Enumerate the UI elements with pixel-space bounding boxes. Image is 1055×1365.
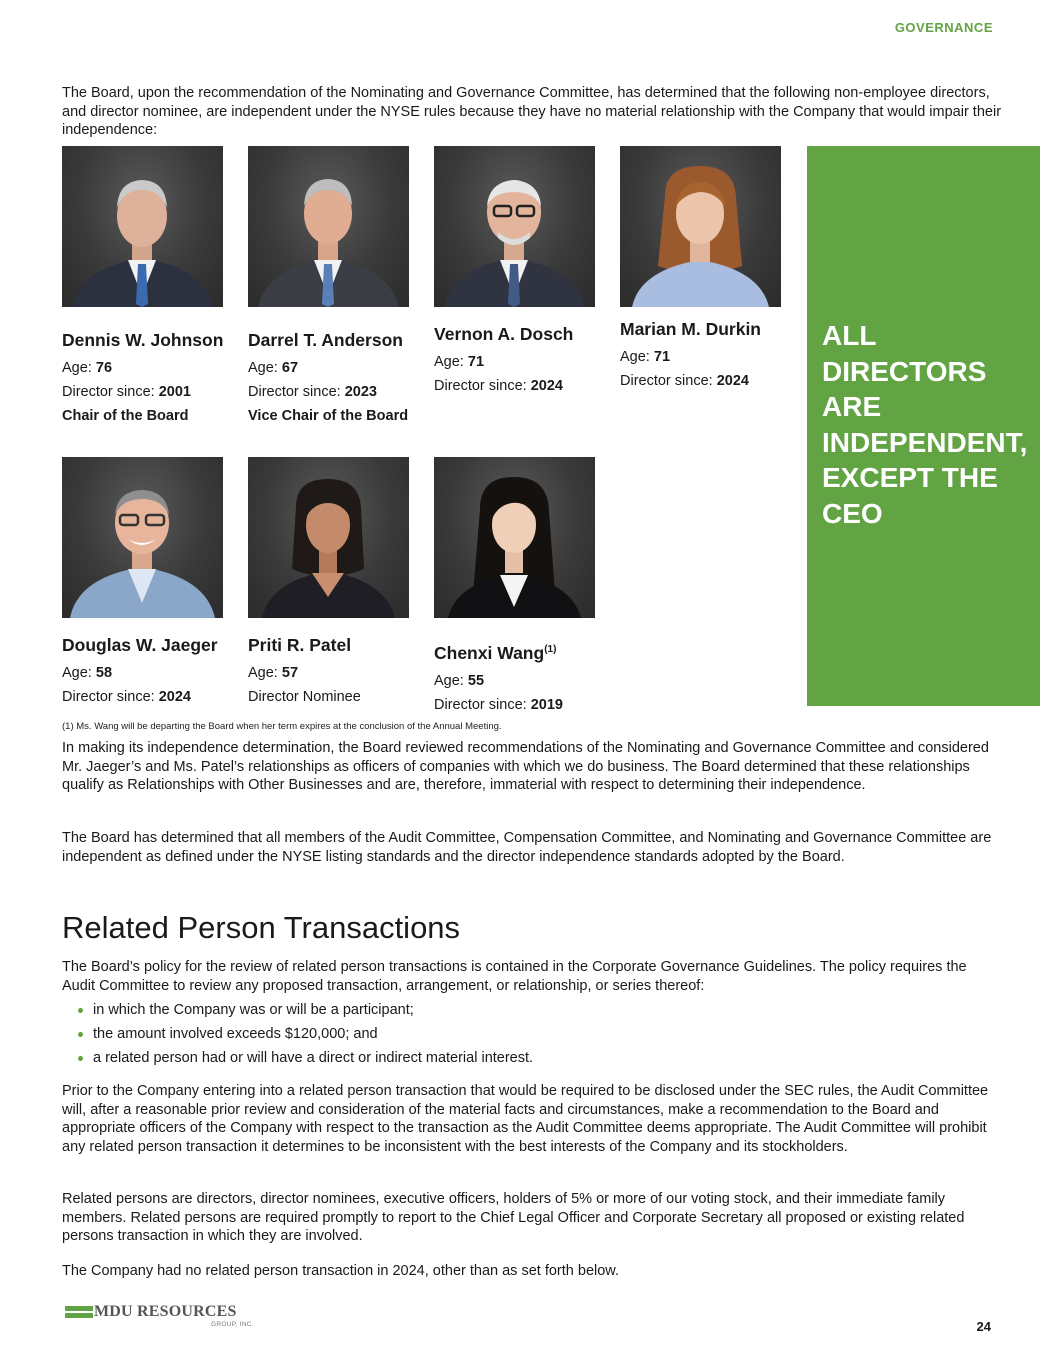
- company-logo: [65, 1305, 255, 1331]
- independence-callout: [807, 146, 1040, 706]
- list-item: in which the Company was or will be a participant;: [62, 998, 533, 1022]
- logo-bars-icon: [65, 1306, 93, 1320]
- director-since: Director since: 2023: [248, 384, 377, 400]
- director-since: Director since: 2024: [62, 689, 191, 705]
- paragraph-related-persons: Related persons are directors, director nominees, executive officers, holders of 5% or more of our voting stock, and their immediate family members. Related persons are required promptly to report to the Chief Legal Officer and Corporate Secretary all proposed or existing related persons transaction in which they are involved.: [62, 1191, 965, 1244]
- director-name: Priti R. Patel: [248, 635, 352, 655]
- director-status: Director Nominee: [248, 689, 361, 705]
- director-age: Age: 71: [434, 354, 485, 370]
- director-douglas-jaeger: [62, 633, 242, 709]
- director-name: Vernon A. Dosch: [434, 324, 574, 344]
- director-since: Director since: 2001: [62, 384, 191, 400]
- paragraph-2024-statement: The Company had no related person transaction in 2024, other than as set forth below.: [62, 1263, 619, 1279]
- director-name: Dennis W. Johnson: [62, 330, 224, 350]
- photo-darrel-anderson: [248, 146, 409, 307]
- director-age: Age: 55: [434, 672, 485, 689]
- director-since: Director since: 2024: [434, 378, 563, 394]
- paragraph-independence-determination: In making its independence determination, the Board reviewed recommendations of the Nominating and Governance Committee and considered Mr. Jaeger’s and Ms. Patel’s relationships as officers of companies with which we do business. The Board determined that these relationships qualify as Relationships with Other Businesses and are, therefore, immaterial with respect to determining their independence.: [62, 740, 989, 793]
- director-age: Age: 67: [248, 360, 299, 376]
- director-name: Darrel T. Anderson: [248, 330, 403, 350]
- paragraph-review-process: Prior to the Company entering into a related person transaction that would be required to be disclosed under the SEC rules, the Audit Committee will, after a reasonable prior review and consideration of the material facts and circumstances, make a recommendation to the Board and appropriate officers of the Company with respect to the transaction as the Audit Committee deems appropriate. The Audit Committee will prohibit any related person transaction it determines to be inconsistent with the best interests of the Company and its stockholders.: [62, 1083, 989, 1155]
- director-age: Age: 57: [248, 665, 299, 681]
- photo-marian-durkin: [620, 146, 781, 307]
- director-age: Age: 58: [62, 665, 113, 681]
- photo-priti-patel: [248, 457, 409, 618]
- director-name: Marian M. Durkin: [620, 319, 761, 339]
- footnote-ref: (1): [544, 644, 557, 655]
- paragraph-committee-independence: The Board has determined that all members of the Audit Committee, Compensation Committee, and Nominating and Governance Committee are independent as defined under the NYSE listing standards and the director independence standards adopted by the Board.: [62, 830, 992, 865]
- director-marian-durkin: [620, 317, 800, 393]
- photo-dennis-johnson: [62, 146, 223, 307]
- director-since: Director since: 2024: [620, 373, 749, 389]
- director-name: Douglas W. Jaeger: [62, 635, 218, 655]
- director-name: Chenxi Wang$^{(1)}$: [434, 642, 557, 663]
- director-age: Age: 76: [62, 360, 113, 376]
- policy-bullets: [62, 998, 533, 1070]
- director-priti-patel: [248, 633, 428, 709]
- paragraph-policy: The Board’s policy for the review of related person transactions is contained in the Corporate Governance Guidelines. The policy requires the Audit Committee to review any proposed transaction, arrangement, or relationship, or series thereof:: [62, 959, 967, 994]
- director-dennis-johnson: [62, 328, 242, 428]
- director-role: Chair of the Board: [62, 408, 189, 424]
- callout-text: ALL DIRECTORS ARE INDEPENDENT, EXCEPT THE CEO: [822, 320, 1028, 529]
- photo-douglas-jaeger: [62, 457, 223, 618]
- list-item: a related person had or will have a direct or indirect material interest.: [62, 1046, 533, 1070]
- list-item: the amount involved exceeds $120,000; and: [62, 1022, 533, 1046]
- director-vernon-dosch: [434, 322, 614, 398]
- director-darrel-anderson: [248, 328, 428, 428]
- director-since: Director since: 2019: [434, 696, 563, 713]
- photo-chenxi-wang: [434, 457, 595, 618]
- director-age: Age: 71: [620, 349, 671, 365]
- footnote: (1) Ms. Wang will be departing the Board when her term expires at the conclusion of the Annual Meeting.: [62, 721, 502, 732]
- section-label: GOVERNANCE: [894, 20, 993, 35]
- logo-subtitle: GROUP, INC.: [211, 1321, 254, 1328]
- page-number: 24: [976, 1319, 991, 1334]
- logo-wordmark: MDU RESOURCES: [94, 1303, 237, 1320]
- director-chenxi-wang: [434, 638, 614, 717]
- director-role: Vice Chair of the Board: [248, 408, 409, 424]
- section-heading: Related Person Transactions: [62, 910, 461, 945]
- photo-vernon-dosch: [434, 146, 595, 307]
- intro-paragraph: The Board, upon the recommendation of the Nominating and Governance Committee, has determined that the following non-employee directors, and director nominee, are independent under the NYSE rules because they have no material relationship with the Company that would impair their independence:: [62, 85, 1002, 138]
